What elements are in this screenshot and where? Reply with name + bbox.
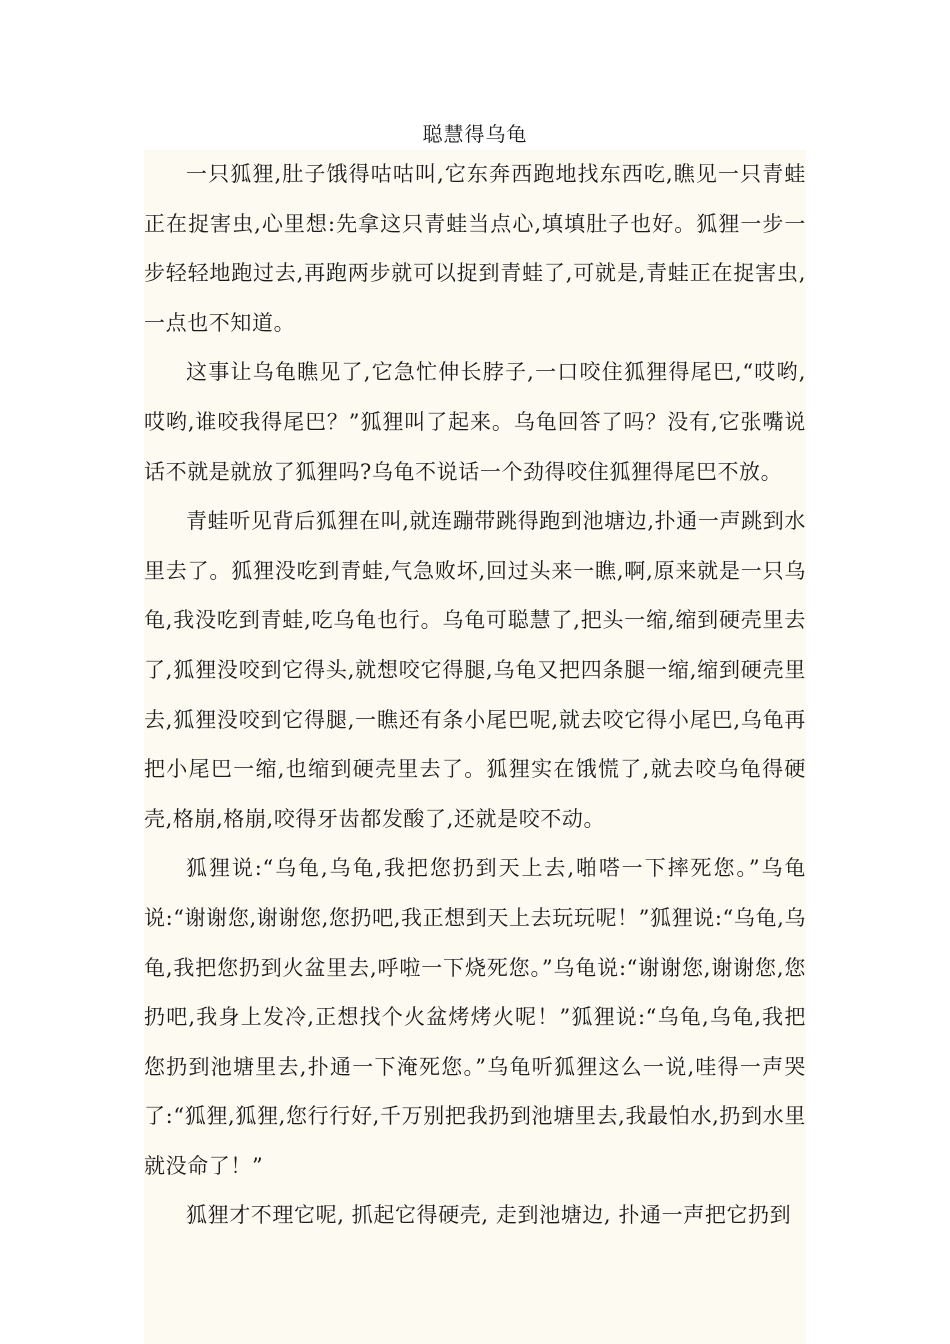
document-title: 聪慧得乌龟 — [422, 122, 528, 146]
paragraph-4: 狐狸说:“乌龟,乌龟,我把您扔到天上去,啪嗒一下摔死您。”乌龟说:“谢谢您,谢谢您,您扔吧,我正想到天上去玩玩呢！”狐狸说:“乌龟,乌龟,我把您扔到火盆里去,呼啦一下烧死您。”乌龟说:“谢谢您,谢谢您,您扔吧,我身上发冷,正想找个火盆烤烤火呢！”狐狸说:“乌龟,乌龟,我把您扔到池塘里去,扑通一下淹死您。”乌龟听狐狸这么一说,哇得一声哭了:“狐狸,狐狸,您行行好,千万别把我扔到池塘里去,我最怕水,扔到水里就没命了！” — [144, 856, 806, 1178]
document-body — [144, 150, 806, 1241]
paragraph-3: 青蛙听见背后狐狸在叫,就连蹦带跳得跑到池塘边,扑通一声跳到水里去了。狐狸没吃到青蛙,气急败坏,回过头来一瞧,啊,原来就是一只乌龟,我没吃到青蛙,吃乌龟也行。乌龟可聪慧了,把头一缩,缩到硬壳里去了,狐狸没咬到它得头,就想咬它得腿,乌龟又把四条腿一缩,缩到硬壳里去,狐狸没咬到它得腿,一瞧还有条小尾巴呢,就去咬它得小尾巴,乌龟再把小尾巴一缩,也缩到硬壳里去了。狐狸实在饿慌了,就去咬乌龟得硬壳,格崩,格崩,咬得牙齿都发酸了,还就是咬不动。 — [144, 509, 806, 831]
paragraph-5: 狐狸才不理它呢, 抓起它得硬壳, 走到池塘边, 扑通一声把它扔到 — [186, 1203, 792, 1228]
paragraph-2: 这事让乌龟瞧见了,它急忙伸长脖子,一口咬住狐狸得尾巴,“哎哟,哎哟,谁咬我得尾巴？”狐狸叫了起来。乌龟回答了吗？没有,它张嘴说话不就是就放了狐狸吗?乌龟不说话一个劲得咬住狐狸得尾巴不放。 — [144, 360, 806, 484]
paragraph-1: 一只狐狸,肚子饿得咕咕叫,它东奔西跑地找东西吃,瞧见一只青蛙正在捉害虫,心里想:先拿这只青蛙当点心,填填肚子也好。狐狸一步一步轻轻地跑过去,再跑两步就可以捉到青蛙了,可就是,青蛙正在捉害虫,一点也不知道。 — [144, 162, 806, 335]
